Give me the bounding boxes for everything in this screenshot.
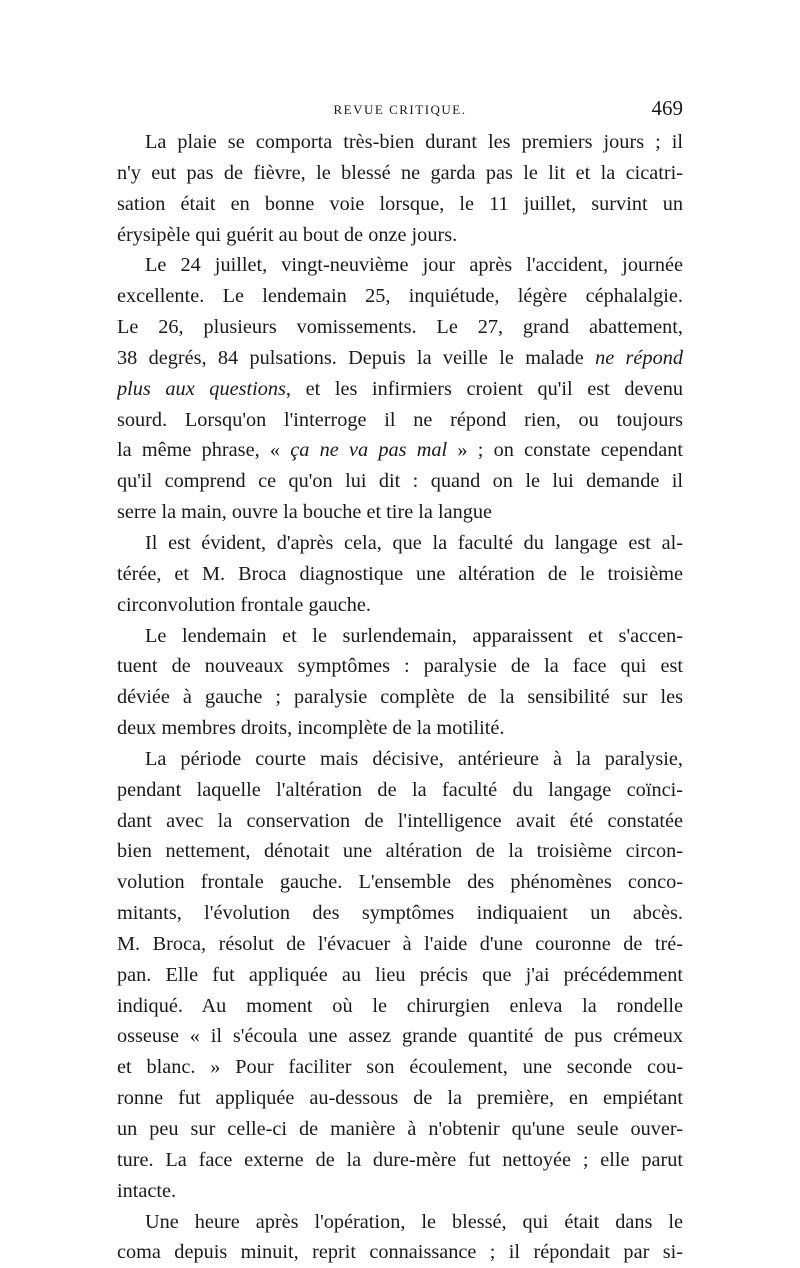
page-number: 469 [651,96,683,120]
text-line: coma depuis minuit, reprit connaissance ; il répondait par si- [117,1241,683,1264]
text-line: n'y eut pas de fièvre, le blessé ne garda pas le lit et la cicatri- [117,161,683,184]
text-line: Le 26, plusieurs vomissements. Le 27, grand abattement, [117,316,683,339]
text-line: volution frontale gauche. L'ensemble des phénomènes conco- [117,871,683,894]
text-line: sourd. Lorsqu'on l'interroge il ne répond rien, ou toujours [117,408,683,431]
running-head [117,96,683,120]
text-line: Une heure après l'opération, le blessé, qui était dans le [145,1210,683,1233]
text-line: excellente. Le lendemain 25, inquiétude, légère céphalalgie. [117,285,683,308]
text-line: un peu sur celle-ci de manière à n'obtenir qu'une seule ouver- [117,1118,683,1140]
text-line: ture. La face externe de la dure-mère fut nettoyée ; elle parut [117,1148,683,1171]
text-line: mitants, l'évolution des symptômes indiquaient un abcès. [117,902,683,925]
text-line: bien nettement, dénotait une altération de la troisième circon- [117,840,683,863]
running-title: REVUE CRITIQUE. [333,102,467,117]
text-line: sation était en bonne voie lorsque, le 11 juillet, survint un [117,192,683,215]
text-line: circonvolution frontale gauche. [117,593,371,616]
text-line: térée, et M. Broca diagnostique une altération de le troisième [117,562,683,585]
text-line: 38 degrés, 84 pulsations. Depuis la veille le malade ne répond [117,346,683,369]
text-line: pan. Elle fut appliquée au lieu précis que j'ai précédemment [117,963,683,986]
text-line: deux membres droits, incomplète de la motilité. [117,717,505,740]
text-line: plus aux questions, et les infirmiers croient qu'il est devenu [117,377,683,400]
body-text [117,127,683,1268]
text-line: la même phrase, « ça ne va pas mal » ; on constate cependant [117,439,683,462]
text-line: M. Broca, résolut de l'évacuer à l'aide d'une couronne de tré- [117,932,683,955]
text-line: pendant laquelle l'altération de la faculté du langage coïnci- [117,778,683,801]
text-line: La plaie se comporta très-bien durant les premiers jours ; il [145,131,683,153]
text-line: tuent de nouveaux symptômes : paralysie de la face qui est [117,655,683,678]
text-line: érysipèle qui guérit au bout de onze jours. [117,223,458,246]
text-line: ronne fut appliquée au-dessous de la première, en empiétant [117,1087,683,1110]
text-line: intacte. [117,1179,177,1202]
text-line: osseuse « il s'écoula une assez grande quantité de pus crémeux [117,1025,683,1048]
text-line: dant avec la conservation de l'intelligence avait été constatée [117,809,683,832]
text-line: et blanc. » Pour faciliter son écoulement, une seconde cou- [117,1056,683,1079]
text-line: déviée à gauche ; paralysie complète de la sensibilité sur les [117,686,683,709]
text-line: Le 24 juillet, vingt-neuvième jour après l'accident, journée [145,254,683,277]
text-line: serre la main, ouvre la bouche et tire la langue [117,501,493,524]
text-line: Le lendemain et le surlendemain, apparaissent et s'accen- [145,624,683,647]
text-line: La période courte mais décisive, antérieure à la paralysie, [145,747,683,770]
text-line: qu'il comprend ce qu'on lui dit : quand on le lui demande il [117,470,683,493]
text-line: indiqué. Au moment où le chirurgien enleva la rondelle [117,994,683,1017]
text-line: Il est évident, d'après cela, que la faculté du langage est al- [145,531,683,554]
